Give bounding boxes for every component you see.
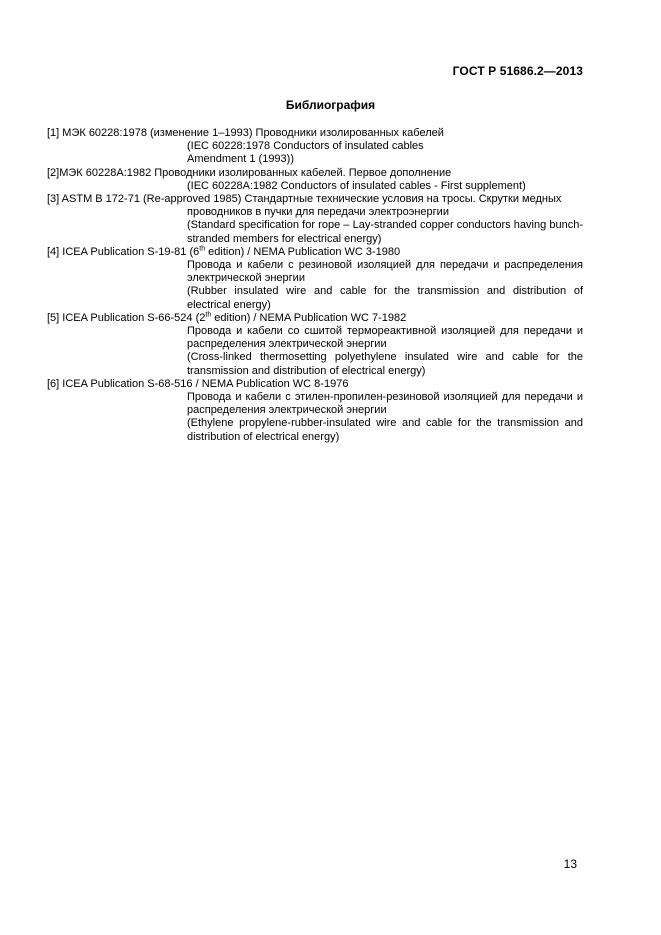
entry-head: [2]МЭК 60228А:1982 Проводники изолированных кабелей. Первое дополнение xyxy=(47,166,452,179)
entry-line: (Ethylene propylene-rubber-insulated wire and cable for the transmission and distribution of electrical energy) xyxy=(187,417,583,443)
entry-head: [3] ASTM B 172-71 (Re-approved 1985) Стандартные технические условия на тросы. Скрутки медных xyxy=(47,193,562,206)
bibliography-entry xyxy=(47,378,583,444)
entry-head: [1] МЭК 60228:1978 (изменение 1–1993) Проводники изолированных кабелей xyxy=(47,127,444,139)
entry-head-text: edition) / NEMA Publication WC 7-1982 xyxy=(211,311,407,324)
entry-line: Провода и кабели со сшитой термореактивной изоляцией для передачи и распределения электрической энергии xyxy=(187,325,583,351)
entry-body xyxy=(187,140,583,166)
entry-head-text: edition) / NEMA Publication WC 3-1980 xyxy=(205,245,401,258)
bibliography-entry xyxy=(47,246,583,312)
edition-suffix: th xyxy=(205,311,212,319)
entry-body xyxy=(187,180,583,193)
entry-body xyxy=(187,206,583,246)
entry-head-text: [4] ICEA Publication S-19-81 (6 xyxy=(47,245,200,258)
entry-body xyxy=(187,391,583,444)
bibliography-entry xyxy=(47,193,583,246)
entry-line: Amendment 1 (1993)) xyxy=(187,153,294,166)
entry-head: [6] ICEA Publication S-68-516 / NEMA Publication WC 8-1976 xyxy=(47,377,349,390)
page-number: 13 xyxy=(563,857,577,871)
bibliography-entry xyxy=(47,167,583,193)
entry-line: (Standard specification for rope – Lay-stranded copper conductors having bunch-stranded members for electrical energy) xyxy=(187,219,583,245)
entry-head xyxy=(47,312,583,325)
bibliography-list xyxy=(47,127,583,444)
entry-body xyxy=(187,325,583,378)
bibliography-entry xyxy=(47,127,583,167)
entry-line: проводников в пучки для передачи электроэнергии xyxy=(187,206,449,219)
document-code: ГОСТ Р 51686.2—2013 xyxy=(452,64,583,78)
entry-head-text: [5] ICEA Publication S-66-524 (2 xyxy=(47,311,206,324)
entry-line: (Cross-linked thermosetting polyethylene insulated wire and cable for the transmission and distribution of electrical energy) xyxy=(187,351,583,377)
entry-line: Провода и кабели с этилен-пропилен-резиновой изоляцией для передачи и распределения электрической энергии xyxy=(187,391,583,417)
entry-line: Провода и кабели с резиновой изоляцией для передачи и распределения электрической энергии xyxy=(187,259,583,285)
entry-line: (IEC 60228:1978 Conductors of insulated cables xyxy=(187,140,424,153)
edition-suffix: th xyxy=(199,245,206,253)
entry-line: (Rubber insulated wire and cable for the transmission and distribution of electrical energy) xyxy=(187,285,583,311)
entry-line: (IEC 60228A:1982 Conductors of insulated cables - First supplement) xyxy=(187,179,526,192)
section-title: Библиография xyxy=(285,98,376,112)
entry-body xyxy=(187,259,583,312)
bibliography-entry xyxy=(47,312,583,378)
entry-head xyxy=(47,246,583,259)
